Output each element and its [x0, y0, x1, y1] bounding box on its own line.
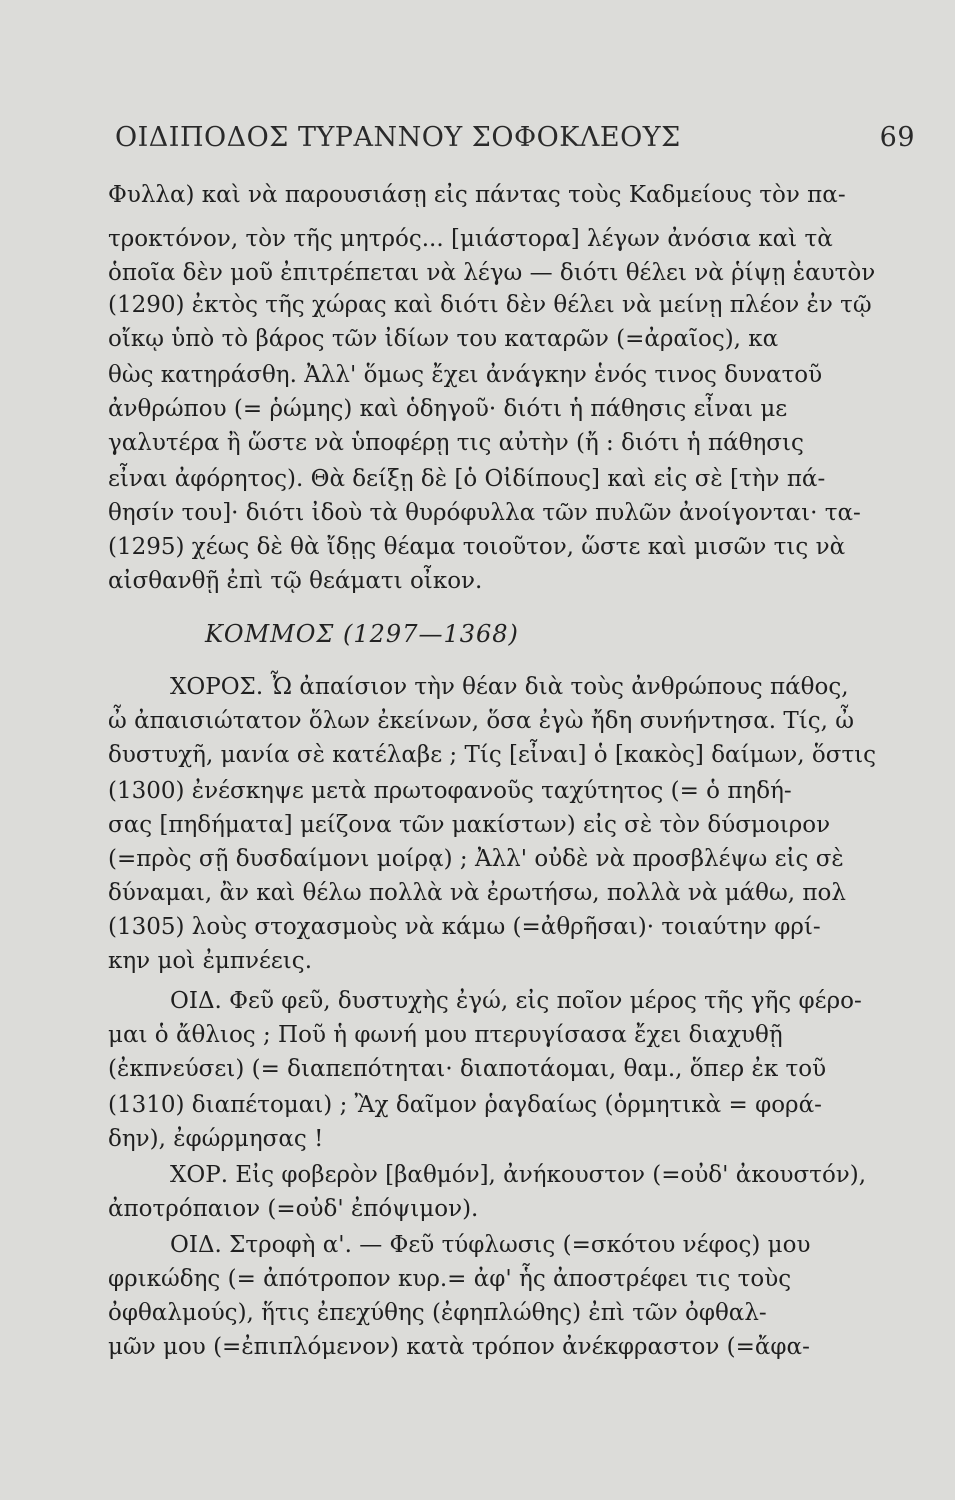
text-line: οἴκῳ ὑπὸ τὸ βάρος τῶν ἰδίων του καταρῶν (=ἀραῖος), κα: [108, 326, 779, 352]
text-line: ΟΙΔ. Φεῦ φεῦ, δυστυχὴς ἐγώ, εἰς ποῖον μέρος τῆς γῆς φέρο-: [170, 988, 862, 1014]
text-line: φρικώδης (= ἀπότροπον κυρ.= ἀφ' ἧς ἀποστρέφει τις τοὺς: [108, 1266, 792, 1292]
text-line: μαι ὁ ἄθλιος ; Ποῦ ἡ φωνή μου πτερυγίσασα ἔχει διαχυθῇ: [108, 1022, 783, 1048]
text-line: (1305) λοὺς στοχασμοὺς νὰ κάμω (=ἀθρῆσαι)· τοιαύτην φρί-: [108, 914, 821, 940]
text-line: τροκτόνον, τὸν τῆς μητρός... [μιάστορα] λέγων ἀνόσια καὶ τὰ: [108, 226, 833, 252]
text-line: εἶναι ἀφόρητος). Θὰ δείξῃ δὲ [ὁ Οἰδίπους] καὶ εἰς σὲ [τὴν πά-: [108, 466, 826, 492]
text-line: δην), ἐφώρμησας !: [108, 1126, 324, 1152]
text-line: ἀποτρόπαιον (=οὐδ' ἐπόψιμον).: [108, 1196, 479, 1222]
text-line: ὁποῖα δὲν μοῦ ἐπιτρέπεται νὰ λέγω — διότι θέλει νὰ ῥίψῃ ἑαυτὸν: [108, 260, 876, 286]
running-header: [115, 122, 915, 153]
text-line: θησίν του]· διότι ἰδοὺ τὰ θυρόφυλλα τῶν πυλῶν ἀνοίγονται· τα-: [108, 500, 861, 526]
text-line: ΧΟΡΟΣ. Ὦ ἀπαίσιον τὴν θέαν διὰ τοὺς ἀνθρώπους πάθος,: [170, 674, 849, 700]
text-line: ΧΟΡ. Εἰς φοβερὸν [βαθμόν], ἀνήκουστον (=οὐδ' ἀκουστόν),: [170, 1162, 867, 1188]
text-line: (1290) ἐκτὸς τῆς χώρας καὶ διότι δὲν θέλει νὰ μείνῃ πλέον ἐν τῷ: [108, 292, 872, 318]
text-line: θὼς κατηράσθη. Ἀλλ' ὅμως ἔχει ἀνάγκην ἑνός τινος δυνατοῦ: [108, 362, 823, 388]
text-line: δύναμαι, ἂν καὶ θέλω πολλὰ νὰ ἐρωτήσω, πολλὰ νὰ μάθω, πολ: [108, 880, 846, 906]
text-line: ἀνθρώπου (= ῥώμης) καὶ ὁδηγοῦ· διότι ἡ πάθησις εἶναι με: [108, 396, 788, 422]
page-number: 69: [879, 122, 915, 153]
text-line: ὦ ἀπαισιώτατον ὅλων ἐκείνων, ὅσα ἐγὼ ἤδη συνήντησα. Τίς, ὦ: [108, 708, 854, 734]
text-line: δυστυχῆ, μανία σὲ κατέλαβε ; Τίς [εἶναι] ὁ [κακὸς] δαίμων, ὅστις: [108, 742, 877, 768]
text-line: (1295) χέως δὲ θὰ ἴδῃς θέαμα τοιοῦτον, ὥστε καὶ μισῶν τις νὰ: [108, 534, 846, 560]
text-line: (=πρὸς σῇ δυσδαίμονι μοίρᾳ) ; Ἀλλ' οὐδὲ νὰ προσβλέψω εἰς σὲ: [108, 846, 844, 872]
text-line: ὀφθαλμούς), ἥτις ἐπεχύθης (ἐφηπλώθης) ἐπὶ τῶν ὀφθαλ-: [108, 1300, 767, 1326]
section-heading: ΚΟΜΜΟΣ (1297—1368): [205, 620, 519, 648]
text-line: (1310) διαπέτομαι) ; Ἂχ δαῖμον ῥαγδαίως (ὁρμητικὰ = φορά-: [108, 1092, 822, 1118]
text-line: μῶν μου (=ἐπιπλόμενον) κατὰ τρόπον ἀνέκφραστον (=ἄφα-: [108, 1334, 810, 1360]
text-line: κην μοὶ ἐμπνέεις.: [108, 948, 313, 974]
text-line: ΟΙΔ. Στροφὴ α'. — Φεῦ τύφλωσις (=σκότου νέφος) μου: [170, 1232, 811, 1258]
text-line: σας [πηδήματα] μείζονα τῶν μακίστων) εἰς σὲ τὸν δύσμοιρον: [108, 812, 831, 838]
text-line: Φυλλα) καὶ νὰ παρουσιάσῃ εἰς πάντας τοὺς Καδμείους τὸν πα-: [108, 182, 846, 208]
text-line: (1300) ἐνέσκηψε μετὰ πρωτοφανοῦς ταχύτητος (= ὁ πηδή-: [108, 778, 792, 804]
text-line: γαλυτέρα ἢ ὥστε νὰ ὑποφέρῃ τις αὐτὴν (ἤ : διότι ἡ πάθησις: [108, 430, 804, 456]
text-line: αἰσθανθῇ ἐπὶ τῷ θεάματι οἶκον.: [108, 568, 483, 594]
running-title: ΟΙΔΙΠΟΔΟΣ ΤΥΡΑΝΝΟΥ ΣΟΦΟΚΛΕΟΥΣ: [115, 122, 681, 153]
text-line: (ἐκπνεύσει) (= διαπεπότηται· διαποτάομαι, θαμ., ὅπερ ἐκ τοῦ: [108, 1056, 827, 1082]
